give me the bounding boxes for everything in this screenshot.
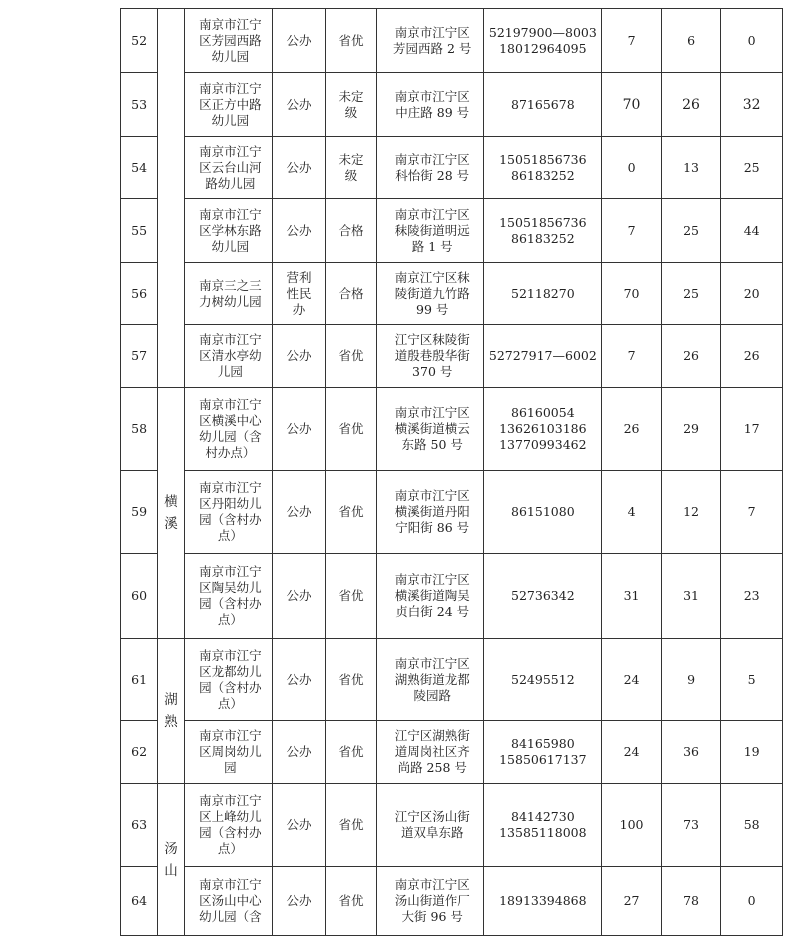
street-cell-tangshan-text: 汤 山 (164, 840, 178, 879)
address-text: 南京市江宁区 芳园西路 2 号 (393, 24, 472, 56)
ownership-type (272, 388, 325, 471)
grade-level-text: 省优 (338, 588, 364, 603)
count-a-text: 100 (619, 817, 644, 832)
address-text: 南京江宁区秣 陵街道九竹路 99 号 (394, 269, 470, 317)
count-c-text: 20 (743, 285, 760, 301)
grade-level-text: 合格 (338, 285, 364, 301)
kindergarten-name (184, 263, 272, 325)
address-text: 江宁区汤山街 道双阜东路 (394, 809, 470, 840)
phone (484, 199, 602, 263)
ownership-type-text: 公办 (286, 744, 312, 759)
kindergarten-name (184, 199, 272, 263)
count-b (661, 471, 721, 554)
count-a (602, 867, 662, 936)
count-c-text: 0 (747, 893, 756, 908)
row-number-text: 56 (131, 285, 148, 301)
ownership-type-text: 公办 (286, 222, 312, 238)
address-text: 南京市江宁区 汤山街道作厂 大街 96 号 (394, 877, 470, 924)
kindergarten-name-text: 南京市江宁 区学林东路 幼儿园 (199, 206, 262, 254)
phone (484, 388, 602, 471)
ownership-type-text: 公办 (286, 893, 312, 908)
address (377, 199, 484, 263)
grade-level-text: 省优 (338, 893, 364, 908)
kindergarten-name (184, 721, 272, 784)
address (377, 867, 484, 936)
phone (484, 721, 602, 784)
ownership-type-text: 公办 (286, 96, 312, 112)
grade-level (326, 388, 377, 471)
grade-level-text: 省优 (338, 817, 364, 832)
row-number-text: 62 (131, 744, 148, 759)
phone (484, 137, 602, 199)
address-text: 南京市江宁区 秣陵街道明远 路 1 号 (394, 206, 470, 254)
table-row (121, 721, 783, 784)
grade-level (326, 784, 377, 867)
grade-level-text: 合格 (338, 222, 364, 238)
count-c-text: 58 (743, 817, 760, 832)
grade-level (326, 639, 377, 721)
count-b-text: 26 (683, 348, 700, 363)
count-c (721, 137, 783, 199)
kindergarten-name (184, 471, 272, 554)
phone-text: 52727917—6002 (488, 348, 597, 363)
ownership-type-text: 公办 (286, 671, 312, 687)
count-b (661, 721, 721, 784)
count-a-text: 7 (627, 32, 636, 48)
table-row (121, 867, 783, 936)
table-row (121, 388, 783, 471)
address (377, 784, 484, 867)
grade-level (326, 137, 377, 199)
count-a (602, 721, 662, 784)
grade-level-text: 省优 (338, 348, 364, 363)
row-number (121, 639, 158, 721)
grade-level (326, 199, 377, 263)
row-number-text: 57 (131, 348, 148, 363)
count-a (602, 325, 662, 388)
phone (484, 263, 602, 325)
count-c-text: 26 (743, 348, 760, 363)
phone-text: 15051856736 86183252 (499, 214, 587, 246)
count-a-text: 4 (627, 504, 636, 519)
kindergarten-name-text: 南京市江宁 区正方中路 幼儿园 (199, 80, 262, 128)
row-number-text: 60 (131, 588, 148, 603)
grade-level (326, 867, 377, 936)
count-b-text: 6 (687, 32, 696, 48)
table-row (121, 263, 783, 325)
count-a (602, 784, 662, 867)
kindergarten-name (184, 867, 272, 936)
address (377, 137, 484, 199)
grade-level (326, 73, 377, 137)
kindergarten-name-text: 南京市江宁 区芳园西路 幼儿园 (199, 16, 262, 64)
address (377, 639, 484, 721)
row-number-text: 61 (131, 671, 148, 687)
grade-level-text: 省优 (338, 671, 364, 687)
ownership-type (272, 263, 325, 325)
address-text: 南京市江宁区 中庄路 89 号 (394, 88, 470, 120)
grade-level-text: 省优 (338, 32, 364, 48)
address (377, 73, 484, 137)
grade-level (326, 554, 377, 639)
row-number (121, 554, 158, 639)
ownership-type (272, 639, 325, 721)
count-c-text: 7 (747, 504, 756, 519)
kindergarten-name-text: 南京市江宁 区横溪中心 幼儿园（含 村办点） (199, 397, 262, 460)
kindergarten-name-text: 南京市江宁 区清水亭幼 儿园 (199, 332, 262, 379)
count-b (661, 554, 721, 639)
address-text: 南京市江宁区 湖熟街道龙都 陵园路 (394, 655, 470, 703)
count-b (661, 784, 721, 867)
grade-level (326, 721, 377, 784)
count-b-text: 26 (682, 96, 700, 113)
count-c (721, 784, 783, 867)
count-b-text: 31 (683, 588, 700, 603)
kindergarten-name (184, 388, 272, 471)
street-cell-hushu-text: 湖 熟 (164, 692, 178, 730)
row-number (121, 73, 158, 137)
count-b (661, 263, 721, 325)
phone (484, 471, 602, 554)
kindergarten-name-text: 南京市江宁 区云台山河 路幼儿园 (199, 143, 262, 191)
row-number-text: 52 (131, 32, 148, 48)
kindergarten-name (184, 784, 272, 867)
count-a (602, 554, 662, 639)
row-number-text: 59 (131, 504, 148, 519)
kindergarten-name-text: 南京市江宁 区汤山中心 幼儿园（含 (199, 877, 262, 924)
address-text: 南京市江宁区 横溪街道丹阳 宁阳街 86 号 (394, 488, 470, 535)
ownership-type-text: 公办 (286, 588, 312, 603)
count-a-text: 26 (623, 421, 640, 436)
table-row (121, 554, 783, 639)
ownership-type (272, 9, 325, 73)
count-a (602, 199, 662, 263)
address-text: 南京市江宁区 横溪街道横云 东路 50 号 (394, 405, 470, 452)
count-a (602, 137, 662, 199)
count-a (602, 263, 662, 325)
row-number (121, 325, 158, 388)
grade-level (326, 9, 377, 73)
row-number (121, 721, 158, 784)
phone-text: 87165678 (511, 96, 575, 112)
street-cell-blank (158, 9, 185, 388)
row-number (121, 137, 158, 199)
address-text: 江宁区湖熟街 道周岗社区齐 尚路 258 号 (394, 728, 470, 775)
phone (484, 784, 602, 867)
count-c-text: 23 (743, 588, 760, 603)
count-b-text: 9 (687, 671, 696, 687)
kindergarten-name (184, 325, 272, 388)
ownership-type (272, 867, 325, 936)
count-b (661, 867, 721, 936)
row-number (121, 9, 158, 73)
count-c-text: 32 (742, 96, 761, 113)
count-b (661, 639, 721, 721)
kindergarten-name-text: 南京三之三 力树幼儿园 (199, 277, 262, 309)
ownership-type (272, 721, 325, 784)
phone-text: 84142730 13585118008 (499, 809, 587, 840)
street-cell-hushu (158, 639, 185, 784)
count-c (721, 9, 783, 73)
address (377, 263, 484, 325)
ownership-type (272, 784, 325, 867)
count-b-text: 25 (683, 285, 700, 301)
count-a (602, 73, 662, 137)
ownership-type (272, 73, 325, 137)
phone-text: 86160054 13626103186 13770993462 (499, 405, 587, 452)
address (377, 554, 484, 639)
ownership-type (272, 554, 325, 639)
count-a (602, 639, 662, 721)
phone (484, 73, 602, 137)
count-b-text: 25 (683, 222, 700, 238)
kindergarten-name-text: 南京市江宁 区丹阳幼儿 园（含村办 点） (199, 480, 262, 543)
count-a (602, 388, 662, 471)
phone (484, 554, 602, 639)
kindergarten-name (184, 9, 272, 73)
kindergarten-name (184, 73, 272, 137)
ownership-type (272, 137, 325, 199)
kindergarten-name-text: 南京市江宁 区周岗幼儿 园 (199, 728, 262, 775)
table-row (121, 639, 783, 721)
phone-text: 52118270 (511, 285, 575, 301)
table-row (121, 325, 783, 388)
count-c (721, 554, 783, 639)
ownership-type-text: 公办 (286, 32, 312, 48)
phone (484, 639, 602, 721)
grade-level (326, 263, 377, 325)
address (377, 388, 484, 471)
address (377, 9, 484, 73)
count-a (602, 9, 662, 73)
street-cell-hengxi (158, 388, 185, 639)
count-a-text: 70 (623, 285, 640, 301)
ownership-type-text: 公办 (286, 504, 312, 519)
count-b (661, 199, 721, 263)
grade-level-text: 省优 (338, 504, 364, 519)
row-number-text: 58 (131, 421, 148, 436)
count-b-text: 78 (683, 893, 700, 908)
count-a-text: 70 (622, 96, 641, 113)
count-b (661, 9, 721, 73)
ownership-type (272, 471, 325, 554)
kindergarten-name (184, 639, 272, 721)
count-c-text: 44 (743, 222, 760, 238)
address (377, 325, 484, 388)
table-row (121, 199, 783, 263)
table-row (121, 137, 783, 199)
count-b-text: 73 (683, 817, 700, 832)
grade-level-text: 省优 (338, 421, 364, 436)
count-c-text: 25 (743, 159, 760, 175)
count-a-text: 31 (623, 588, 640, 603)
row-number-text: 55 (131, 222, 148, 238)
ownership-type-text: 公办 (286, 348, 312, 363)
phone-text: 52495512 (511, 671, 575, 687)
kindergarten-name-text: 南京市江宁 区上峰幼儿 园（含村办 点） (199, 793, 262, 856)
row-number-text: 53 (131, 96, 148, 112)
kindergarten-name-text: 南京市江宁 区陶吴幼儿 园（含村办 点） (199, 564, 262, 627)
count-a-text: 0 (627, 159, 636, 175)
street-cell-tangshan (158, 784, 185, 936)
grade-level-text: 未定 级 (338, 88, 364, 120)
phone-text: 52736342 (511, 588, 575, 603)
count-c-text: 5 (747, 671, 756, 687)
count-b (661, 325, 721, 388)
address (377, 721, 484, 784)
count-b (661, 137, 721, 199)
grade-level (326, 325, 377, 388)
address-text: 南京市江宁区 横溪街道陶吴 贞白街 24 号 (394, 572, 470, 619)
kindergarten-name (184, 554, 272, 639)
grade-level (326, 471, 377, 554)
count-b-text: 36 (683, 744, 700, 759)
count-b (661, 73, 721, 137)
table-row (121, 73, 783, 137)
count-c-text: 0 (747, 32, 756, 48)
row-number-text: 54 (131, 159, 148, 175)
row-number-text: 64 (131, 893, 148, 908)
phone (484, 325, 602, 388)
count-c (721, 639, 783, 721)
count-a-text: 7 (627, 348, 636, 363)
count-b-text: 12 (683, 504, 700, 519)
count-c-text: 19 (743, 744, 760, 759)
count-c (721, 867, 783, 936)
phone (484, 867, 602, 936)
count-c (721, 388, 783, 471)
grade-level-text: 未定 级 (338, 151, 364, 183)
row-number (121, 388, 158, 471)
address-text: 江宁区秣陵街 道殷巷殷华街 370 号 (394, 332, 470, 379)
ownership-type-text: 公办 (286, 159, 312, 175)
count-a-text: 7 (627, 222, 636, 238)
row-number (121, 199, 158, 263)
address (377, 471, 484, 554)
kindergarten-name-text: 南京市江宁 区龙都幼儿 园（含村办 点） (199, 647, 262, 711)
count-c (721, 471, 783, 554)
count-c-text: 17 (743, 421, 760, 436)
ownership-type (272, 325, 325, 388)
count-a-text: 24 (623, 671, 640, 687)
row-number-text: 63 (131, 817, 148, 832)
count-c (721, 721, 783, 784)
count-c (721, 263, 783, 325)
count-b-text: 29 (683, 421, 700, 436)
kindergarten-name (184, 137, 272, 199)
phone-text: 15051856736 86183252 (499, 151, 587, 183)
count-c (721, 199, 783, 263)
count-b (661, 388, 721, 471)
phone-text: 52197900—8003 18012964095 (488, 24, 597, 56)
grade-level-text: 省优 (338, 744, 364, 759)
count-c (721, 325, 783, 388)
table-row (121, 784, 783, 867)
ownership-type-text: 公办 (286, 817, 312, 832)
phone-text: 84165980 15850617137 (499, 736, 587, 767)
ownership-type-text: 公办 (286, 421, 312, 436)
count-c (721, 73, 783, 137)
phone (484, 9, 602, 73)
address-text: 南京市江宁区 科怡街 28 号 (394, 151, 470, 183)
count-b-text: 13 (683, 159, 700, 175)
ownership-type-text: 营利 性民 办 (286, 269, 312, 317)
count-a-text: 24 (623, 744, 640, 759)
row-number (121, 784, 158, 867)
phone-text: 86151080 (511, 504, 575, 519)
count-a (602, 471, 662, 554)
table-body (121, 9, 783, 936)
table-row (121, 471, 783, 554)
ownership-type (272, 199, 325, 263)
phone-text: 18913394868 (499, 893, 587, 908)
row-number (121, 867, 158, 936)
count-a-text: 27 (623, 893, 640, 908)
row-number (121, 263, 158, 325)
street-cell-hengxi-text: 横 溪 (164, 494, 178, 532)
table-row (121, 9, 783, 73)
row-number (121, 471, 158, 554)
kindergarten-table (120, 8, 783, 936)
